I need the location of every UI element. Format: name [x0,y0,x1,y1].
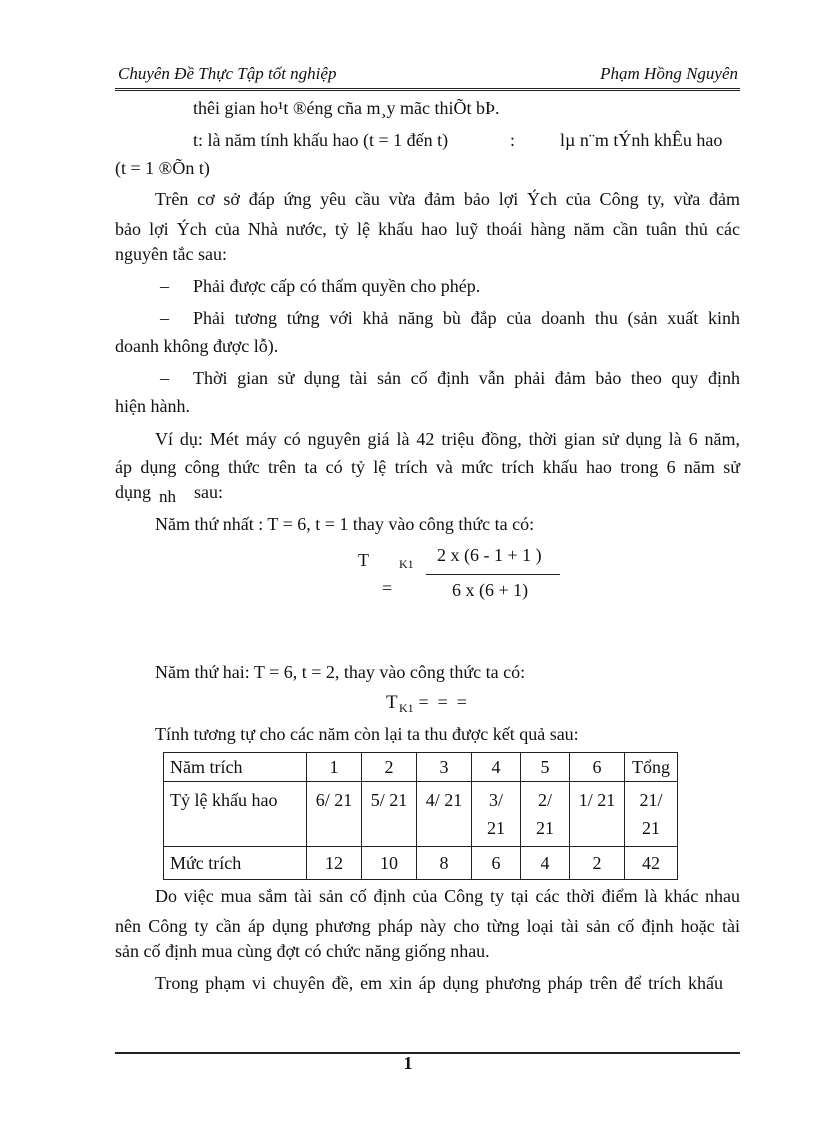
bullet-text: Phải tương tứng với khả năng bù đắp của doanh thu (sản xuất kinh [193,308,740,328]
formula-subscript: K1 [399,557,414,571]
table-cell: 6 [472,847,521,880]
formula-subscript: K1 [399,701,414,715]
example-line: áp dụng công thức trên ta có tỷ lệ trích và mức trích khấu hao trong 6 năm sử [115,457,740,477]
dash-bullet: – [160,276,169,296]
cell-line: 3/ [488,790,503,810]
table-cell: 12 [307,847,362,880]
table-cell: 1 [307,753,362,782]
table-row [164,753,678,782]
example-line: sau: [194,482,223,502]
dash-bullet: – [160,308,169,328]
year-2-line: Năm thứ hai: T = 6, t = 2, thay vào công thức ta có: [155,662,526,682]
formula-denominator: 6 x (6 + 1) [452,580,529,600]
paragraph-line: Trên cơ sở đáp ứng yêu cầu vừa đảm bảo lợi Ých của Công ty, vừa đảm [155,189,740,209]
cell-line: 21 [487,818,505,838]
table-cell: 2 [362,753,417,782]
page-number: 1 [403,1053,413,1073]
cell-line: 2/ [537,790,552,810]
header-rule [115,88,740,91]
table-cell [625,782,678,847]
formula-equals: = = = [414,692,467,712]
table-intro: Tính tương tự cho các năm còn lại ta thu được kết quả sau: [155,724,579,744]
table-cell: Tổng [625,753,678,782]
table-cell: Tỷ lệ khấu hao [164,782,307,847]
table-cell: 4 [472,753,521,782]
cell-line: 4/ 21 [425,790,463,810]
formula-symbol: T [358,550,369,570]
table-cell: 4 [521,847,570,880]
table-cell: 5 [521,753,570,782]
paragraph-line: sản cố định mua cùng đợt có chức năng giống nhau. [115,941,490,961]
year-1-line: Năm thứ nhất : T = 6, t = 1 thay vào công thức ta có: [155,514,535,534]
cell-line: 21 [642,818,660,838]
table-cell [570,782,625,847]
table-cell [521,782,570,847]
formula-numerator: 2 x (6 - 1 + 1 ) [437,545,542,565]
bullet-text: hiện hành. [115,396,190,416]
formula-equals: = [382,578,393,598]
table-cell: 8 [417,847,472,880]
table-row [164,782,678,847]
text-line: lµ n¨m tÝnh khÊu hao [560,130,723,150]
table-cell: 6 [570,753,625,782]
table-cell: 10 [362,847,417,880]
table-cell: 2 [570,847,625,880]
paragraph-line: Do việc mua sắm tài sản cố định của Công ty tại các thời điểm là khác nhau [155,886,740,906]
paragraph-line: nguyên tắc sau: [115,244,227,264]
header-author: Phạm Hồng Nguyên [600,64,738,83]
cell-line: 1/ 21 [578,790,616,810]
text-colon: : [510,130,516,150]
table-cell [417,782,472,847]
text-line: thêi gian ho¹t ®éng cña m¸y mãc thiÕt bÞ. [193,98,500,118]
table-cell [362,782,417,847]
header-title: Chuyên Đề Thực Tập tốt nghiệp [118,64,337,83]
dash-bullet: – [160,368,169,388]
table-cell: Mức trích [164,847,307,880]
bullet-text: doanh không được lỗ). [115,336,279,356]
table-cell: 3 [417,753,472,782]
table-row [164,847,678,880]
paragraph-line: bảo lợi Ých của Nhà nước, tỷ lệ khấu hao luỹ thoái hàng năm cần tuân thủ các [115,219,740,239]
fraction-bar [426,574,560,575]
paragraph-line: Trong phạm vi chuyên đề, em xin áp dụng phương pháp trên để trích khấu [155,973,723,993]
text-line: t: là năm tính khấu hao (t = 1 đến t) [193,130,449,150]
bullet-text: Thời gian sử dụng tài sản cố định vẫn phải đảm bảo theo quy định [193,368,740,388]
example-line: dụng [115,482,151,502]
bullet-text: Phải được cấp có thẩm quyền cho phép. [193,276,481,296]
cell-line: 6/ 21 [315,790,353,810]
table-cell [307,782,362,847]
cell-line: 21/ [639,790,663,810]
example-fragment: nh [159,487,176,506]
example-line: Ví dụ: Mét máy có nguyên giá là 42 triệu đồng, thời gian sử dụng là 6 năm, [155,429,740,449]
formula-symbol: T [386,692,398,713]
depreciation-table [163,752,678,880]
text-line: (t = 1 ®Õn t) [115,158,210,178]
table-cell [472,782,521,847]
paragraph-line: nên Công ty cần áp dụng phương pháp này cho từng loại tài sản cố định hoặc tài [115,916,740,936]
table-cell: Năm trích [164,753,307,782]
cell-line: 21 [536,818,554,838]
cell-line: 5/ 21 [370,790,408,810]
table-cell: 42 [625,847,678,880]
